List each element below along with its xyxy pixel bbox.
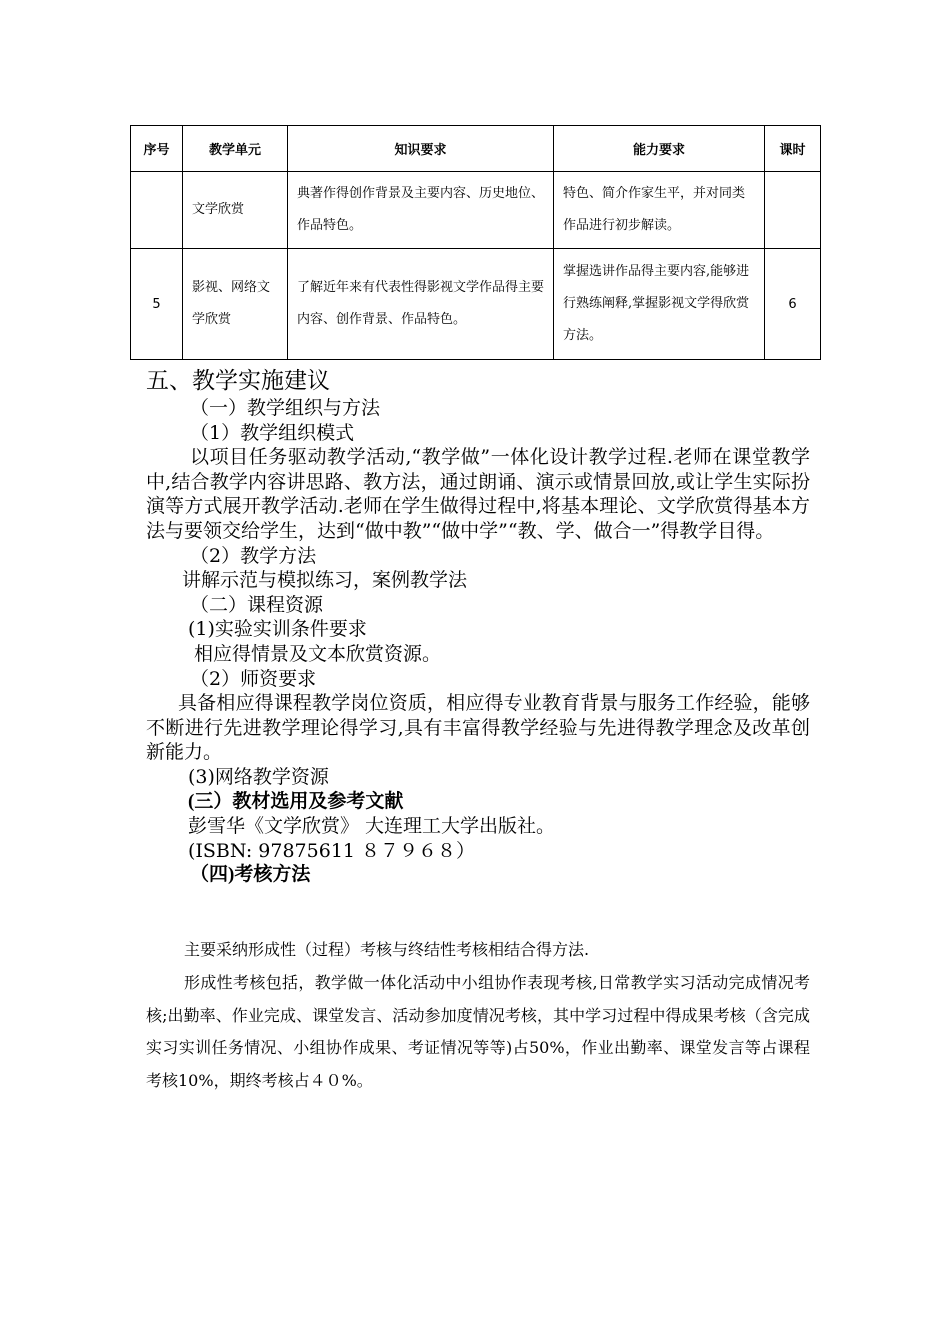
cell-knowledge: 典著作得创作背景及主要内容、历史地位、作品特色。 bbox=[288, 172, 554, 249]
table-row bbox=[131, 172, 821, 249]
isbn: (ISBN: 97875611 ８７９６８） bbox=[188, 839, 476, 862]
subsection-title: （四)考核方法 bbox=[190, 864, 311, 886]
cell-unit: 影视、网络文学欣赏 bbox=[183, 249, 288, 360]
cell-hours: 6 bbox=[765, 249, 821, 360]
cell-unit: 文学欣赏 bbox=[183, 172, 288, 249]
paragraph: 讲解示范与模拟练习，案例教学法 bbox=[182, 569, 468, 592]
subsection-title: （二）课程资源 bbox=[190, 593, 324, 616]
book-reference: 彭雪华《文学欣赏》 大连理工大学出版社。 bbox=[188, 815, 556, 838]
cell-ability: 特色、简介作家生平，并对同类作品进行初步解读。 bbox=[554, 172, 765, 249]
cell-ability: 掌握选讲作品得主要内容,能够进行熟练阐释,掌握影视文学得欣赏方法。 bbox=[554, 249, 765, 360]
sub-item-title: （2）师资要求 bbox=[190, 667, 317, 690]
col-header-num: 序号 bbox=[131, 126, 183, 172]
assessment-body bbox=[146, 934, 810, 1098]
cell-hours bbox=[765, 172, 821, 249]
paragraph: 形成性考核包括，教学做一体化活动中小组协作表现考核,日常教学实习活动完成情况考核;出勤率、作业完成、课堂发言、活动参加度情况考核，其中学习过程中得成果考核（含完成实习实训任务情况、小组协作成果、考证情况等等)占50%，作业出勤率、课堂发言等占课程考核10%，期终考核占４０%。 bbox=[146, 972, 810, 1091]
subsection-title: (三）教材选用及参考文献 bbox=[188, 790, 404, 812]
section-body bbox=[146, 366, 810, 888]
paragraph: 具备相应得课程教学岗位资质，相应得专业教育背景与服务工作经验，能够不断进行先进教学理论得学习,具有丰富得教学经验与先进得教学理念及改革创新能力。 bbox=[146, 692, 810, 764]
col-header-hours: 课时 bbox=[765, 126, 821, 172]
cell-num bbox=[131, 172, 183, 249]
sub-item-title: （2）教学方法 bbox=[190, 544, 317, 567]
sub-item-title: (3)网络教学资源 bbox=[188, 765, 329, 788]
subsection-title: （一）教学组织与方法 bbox=[190, 397, 381, 419]
cell-knowledge: 了解近年来有代表性得影视文学作品得主要内容、创作背景、作品特色。 bbox=[288, 249, 554, 360]
section-title: 五、教学实施建议 bbox=[146, 368, 330, 394]
col-header-unit: 教学单元 bbox=[183, 126, 288, 172]
col-header-ability: 能力要求 bbox=[554, 126, 765, 172]
sub-item-title: (1)实验实训条件要求 bbox=[188, 618, 367, 641]
col-header-knowledge: 知识要求 bbox=[288, 126, 554, 172]
table-row bbox=[131, 249, 821, 360]
course-table bbox=[130, 125, 821, 360]
cell-num: 5 bbox=[131, 249, 183, 360]
paragraph: 相应得情景及文本欣赏资源。 bbox=[194, 642, 442, 665]
paragraph: 以项目任务驱动教学活动,“教学做”一体化设计教学过程.老师在课堂教学中,结合教学内容讲思路、教方法，通过朗诵、演示或情景回放,或让学生实际扮演等方式展开教学活动.老师在学生做得过程中,将基本理论、文学欣赏得基本方法与要领交给学生，达到“做中教”“做中学”“教、学、做合一”得教学目得。 bbox=[146, 446, 810, 542]
paragraph: 主要采纳形成性（过程）考核与终结性考核相结合得方法. bbox=[184, 940, 590, 959]
sub-item-title: （1）教学组织模式 bbox=[190, 421, 355, 444]
table-header-row bbox=[131, 126, 821, 172]
